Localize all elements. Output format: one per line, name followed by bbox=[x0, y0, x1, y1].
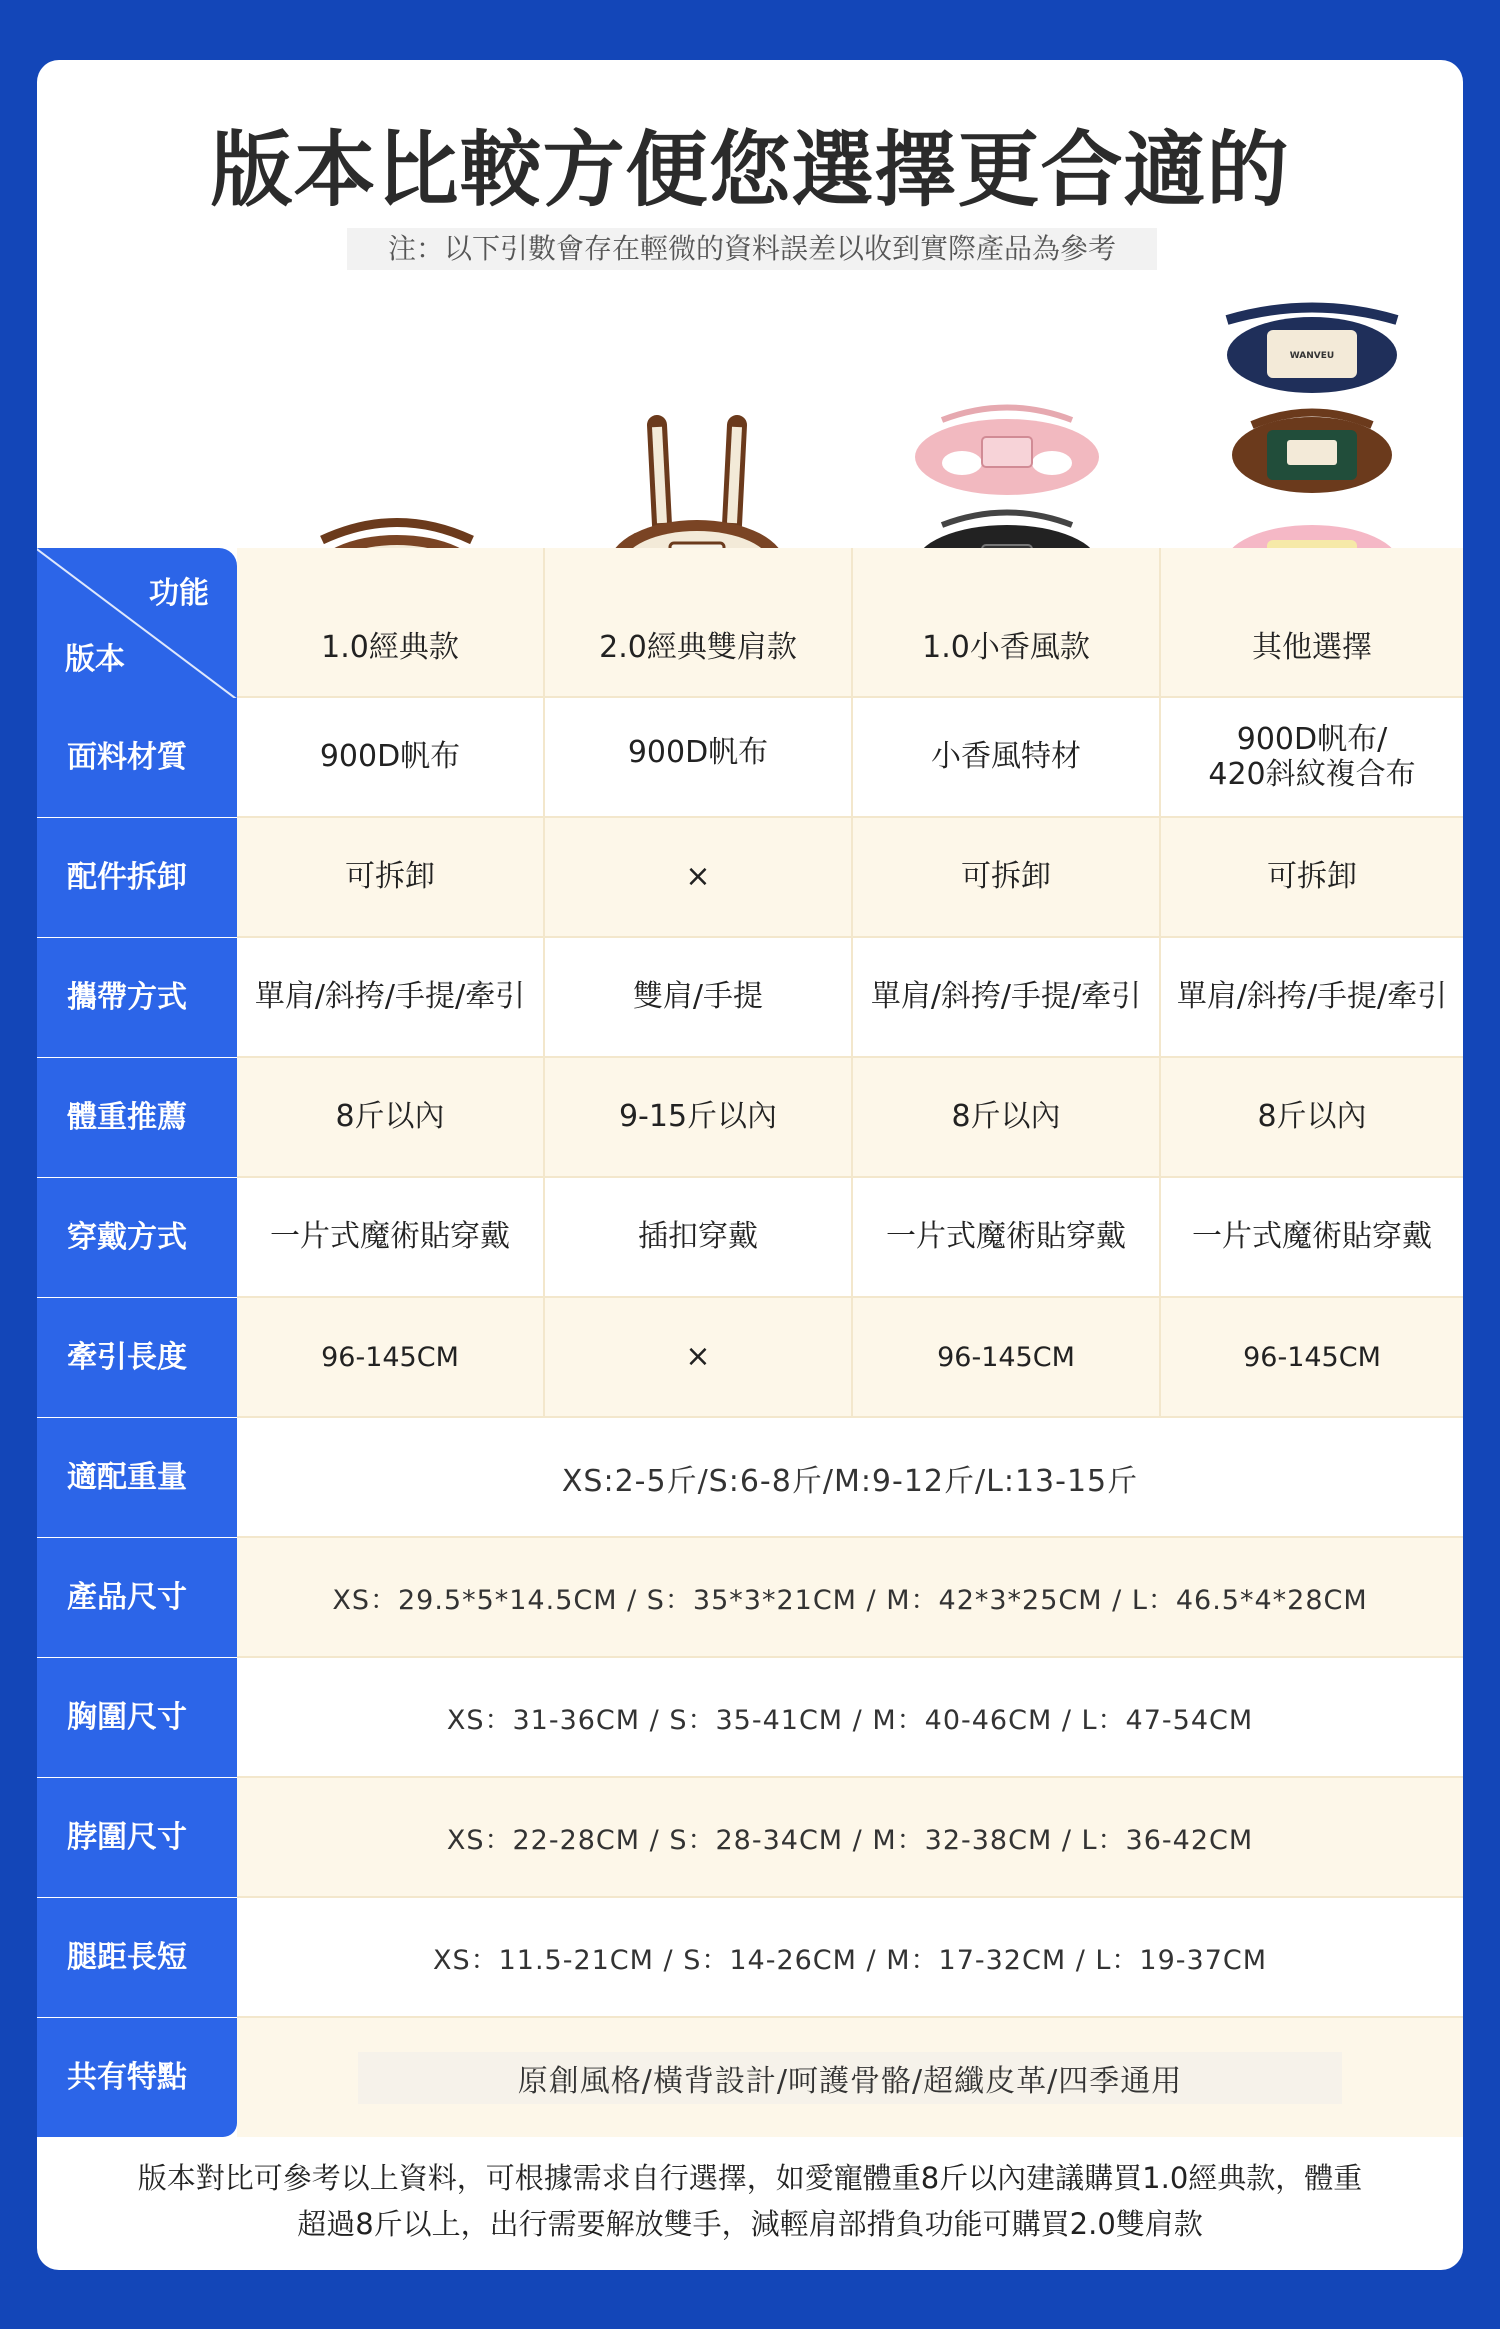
table-row bbox=[37, 818, 1463, 938]
row-label: 體重推薦 bbox=[37, 1058, 237, 1177]
table-cell: 9-15斤以內 bbox=[545, 1058, 853, 1177]
span-cell: XS:2-5斤/S:6-8斤/M:9-12斤/L:13-15斤 bbox=[237, 1418, 1463, 1537]
table-cell: 可拆卸 bbox=[853, 818, 1161, 937]
table-row bbox=[37, 1418, 1463, 1538]
corner-feature-label: 功能 bbox=[149, 576, 209, 611]
row-label: 產品尺寸 bbox=[37, 1538, 237, 1657]
table-header-row bbox=[37, 548, 1463, 698]
footer-note bbox=[37, 2155, 1463, 2247]
span-cell: XS：31-36CM / S：35-41CM / M：40-46CM / L：47-54CM bbox=[237, 1658, 1463, 1777]
row-label: 胸圍尺寸 bbox=[37, 1658, 237, 1777]
span-cell bbox=[237, 2018, 1463, 2137]
footer-line-2: 超過8斤以上，出行需要解放雙手，減輕肩部揹負功能可購買2.0雙肩款 bbox=[297, 2207, 1203, 2241]
column-header: 1.0經典款 bbox=[237, 548, 545, 698]
table-row bbox=[37, 1538, 1463, 1658]
table-row bbox=[37, 1058, 1463, 1178]
table-row bbox=[37, 1298, 1463, 1418]
table-row bbox=[37, 1778, 1463, 1898]
shared-features-text: 原創風格/橫背設計/呵護骨骼/超纖皮革/四季通用 bbox=[358, 2052, 1342, 2104]
table-cell: × bbox=[545, 1298, 853, 1417]
corner-version-label: 版本 bbox=[65, 642, 125, 677]
column-header: 其他選擇 bbox=[1161, 548, 1463, 698]
table-cell: 雙肩/手提 bbox=[545, 938, 853, 1057]
table-cell: 單肩/斜挎/手提/牽引 bbox=[237, 938, 545, 1057]
table-cell: 96-145CM bbox=[853, 1298, 1161, 1417]
table-row bbox=[37, 2018, 1463, 2138]
row-label: 腿距長短 bbox=[37, 1898, 237, 2017]
table-cell: 900D帆布 bbox=[545, 698, 853, 817]
row-label: 牽引長度 bbox=[37, 1298, 237, 1417]
table-cell: 8斤以內 bbox=[1161, 1058, 1463, 1177]
row-label: 配件拆卸 bbox=[37, 818, 237, 937]
table-cell: 插扣穿戴 bbox=[545, 1178, 853, 1297]
span-cell: XS：29.5*5*14.5CM / S：35*3*21CM / M：42*3*25CM / L：46.5*4*28CM bbox=[237, 1538, 1463, 1657]
table-row bbox=[37, 1898, 1463, 2018]
table-cell: 可拆卸 bbox=[1161, 818, 1463, 937]
logo-text: WANVEU bbox=[1289, 351, 1335, 361]
row-label: 面料材質 bbox=[37, 698, 237, 817]
disclaimer-note: 注：以下引數會存在輕微的資料誤差以收到實際產品為參考 bbox=[347, 228, 1157, 270]
footer-line-1: 版本對比可參考以上資料，可根據需求自行選擇，如愛寵體重8斤以內建議購買1.0經典款，體重 bbox=[137, 2161, 1363, 2195]
page-title: 版本比較方便您選擇更合適的 bbox=[210, 123, 1290, 218]
comparison-card bbox=[37, 60, 1463, 2270]
table-cell: 一片式魔術貼穿戴 bbox=[1161, 1178, 1463, 1297]
table-cell: 單肩/斜挎/手提/牽引 bbox=[853, 938, 1161, 1057]
table-cell: 96-145CM bbox=[237, 1298, 545, 1417]
table-cell: 一片式魔術貼穿戴 bbox=[237, 1178, 545, 1297]
row-label: 攜帶方式 bbox=[37, 938, 237, 1057]
column-header: 2.0經典雙肩款 bbox=[545, 548, 853, 698]
row-label: 適配重量 bbox=[37, 1418, 237, 1537]
row-label: 穿戴方式 bbox=[37, 1178, 237, 1297]
table-cell: 單肩/斜挎/手提/牽引 bbox=[1161, 938, 1463, 1057]
row-label: 脖圍尺寸 bbox=[37, 1778, 237, 1897]
table-cell: 96-145CM bbox=[1161, 1298, 1463, 1417]
table-cell: 900D帆布/ 420斜紋複合布 bbox=[1161, 698, 1463, 817]
span-cell: XS：22-28CM / S：28-34CM / M：32-38CM / L：36-42CM bbox=[237, 1778, 1463, 1897]
table-row bbox=[37, 1178, 1463, 1298]
table-cell: 8斤以內 bbox=[237, 1058, 545, 1177]
table-row bbox=[37, 938, 1463, 1058]
table-cell: 可拆卸 bbox=[237, 818, 545, 937]
table-cell: 900D帆布 bbox=[237, 698, 545, 817]
span-cell: XS：11.5-21CM / S：14-26CM / M：17-32CM / L：19-37CM bbox=[237, 1898, 1463, 2017]
table-cell: 8斤以內 bbox=[853, 1058, 1161, 1177]
corner-header bbox=[37, 548, 237, 698]
table-cell: 小香風特材 bbox=[853, 698, 1161, 817]
table-cell: 一片式魔術貼穿戴 bbox=[853, 1178, 1161, 1297]
table-row bbox=[37, 1658, 1463, 1778]
row-label: 共有特點 bbox=[37, 2018, 237, 2137]
table-row bbox=[37, 698, 1463, 818]
table-cell: × bbox=[545, 818, 853, 937]
column-header: 1.0小香風款 bbox=[853, 548, 1161, 698]
